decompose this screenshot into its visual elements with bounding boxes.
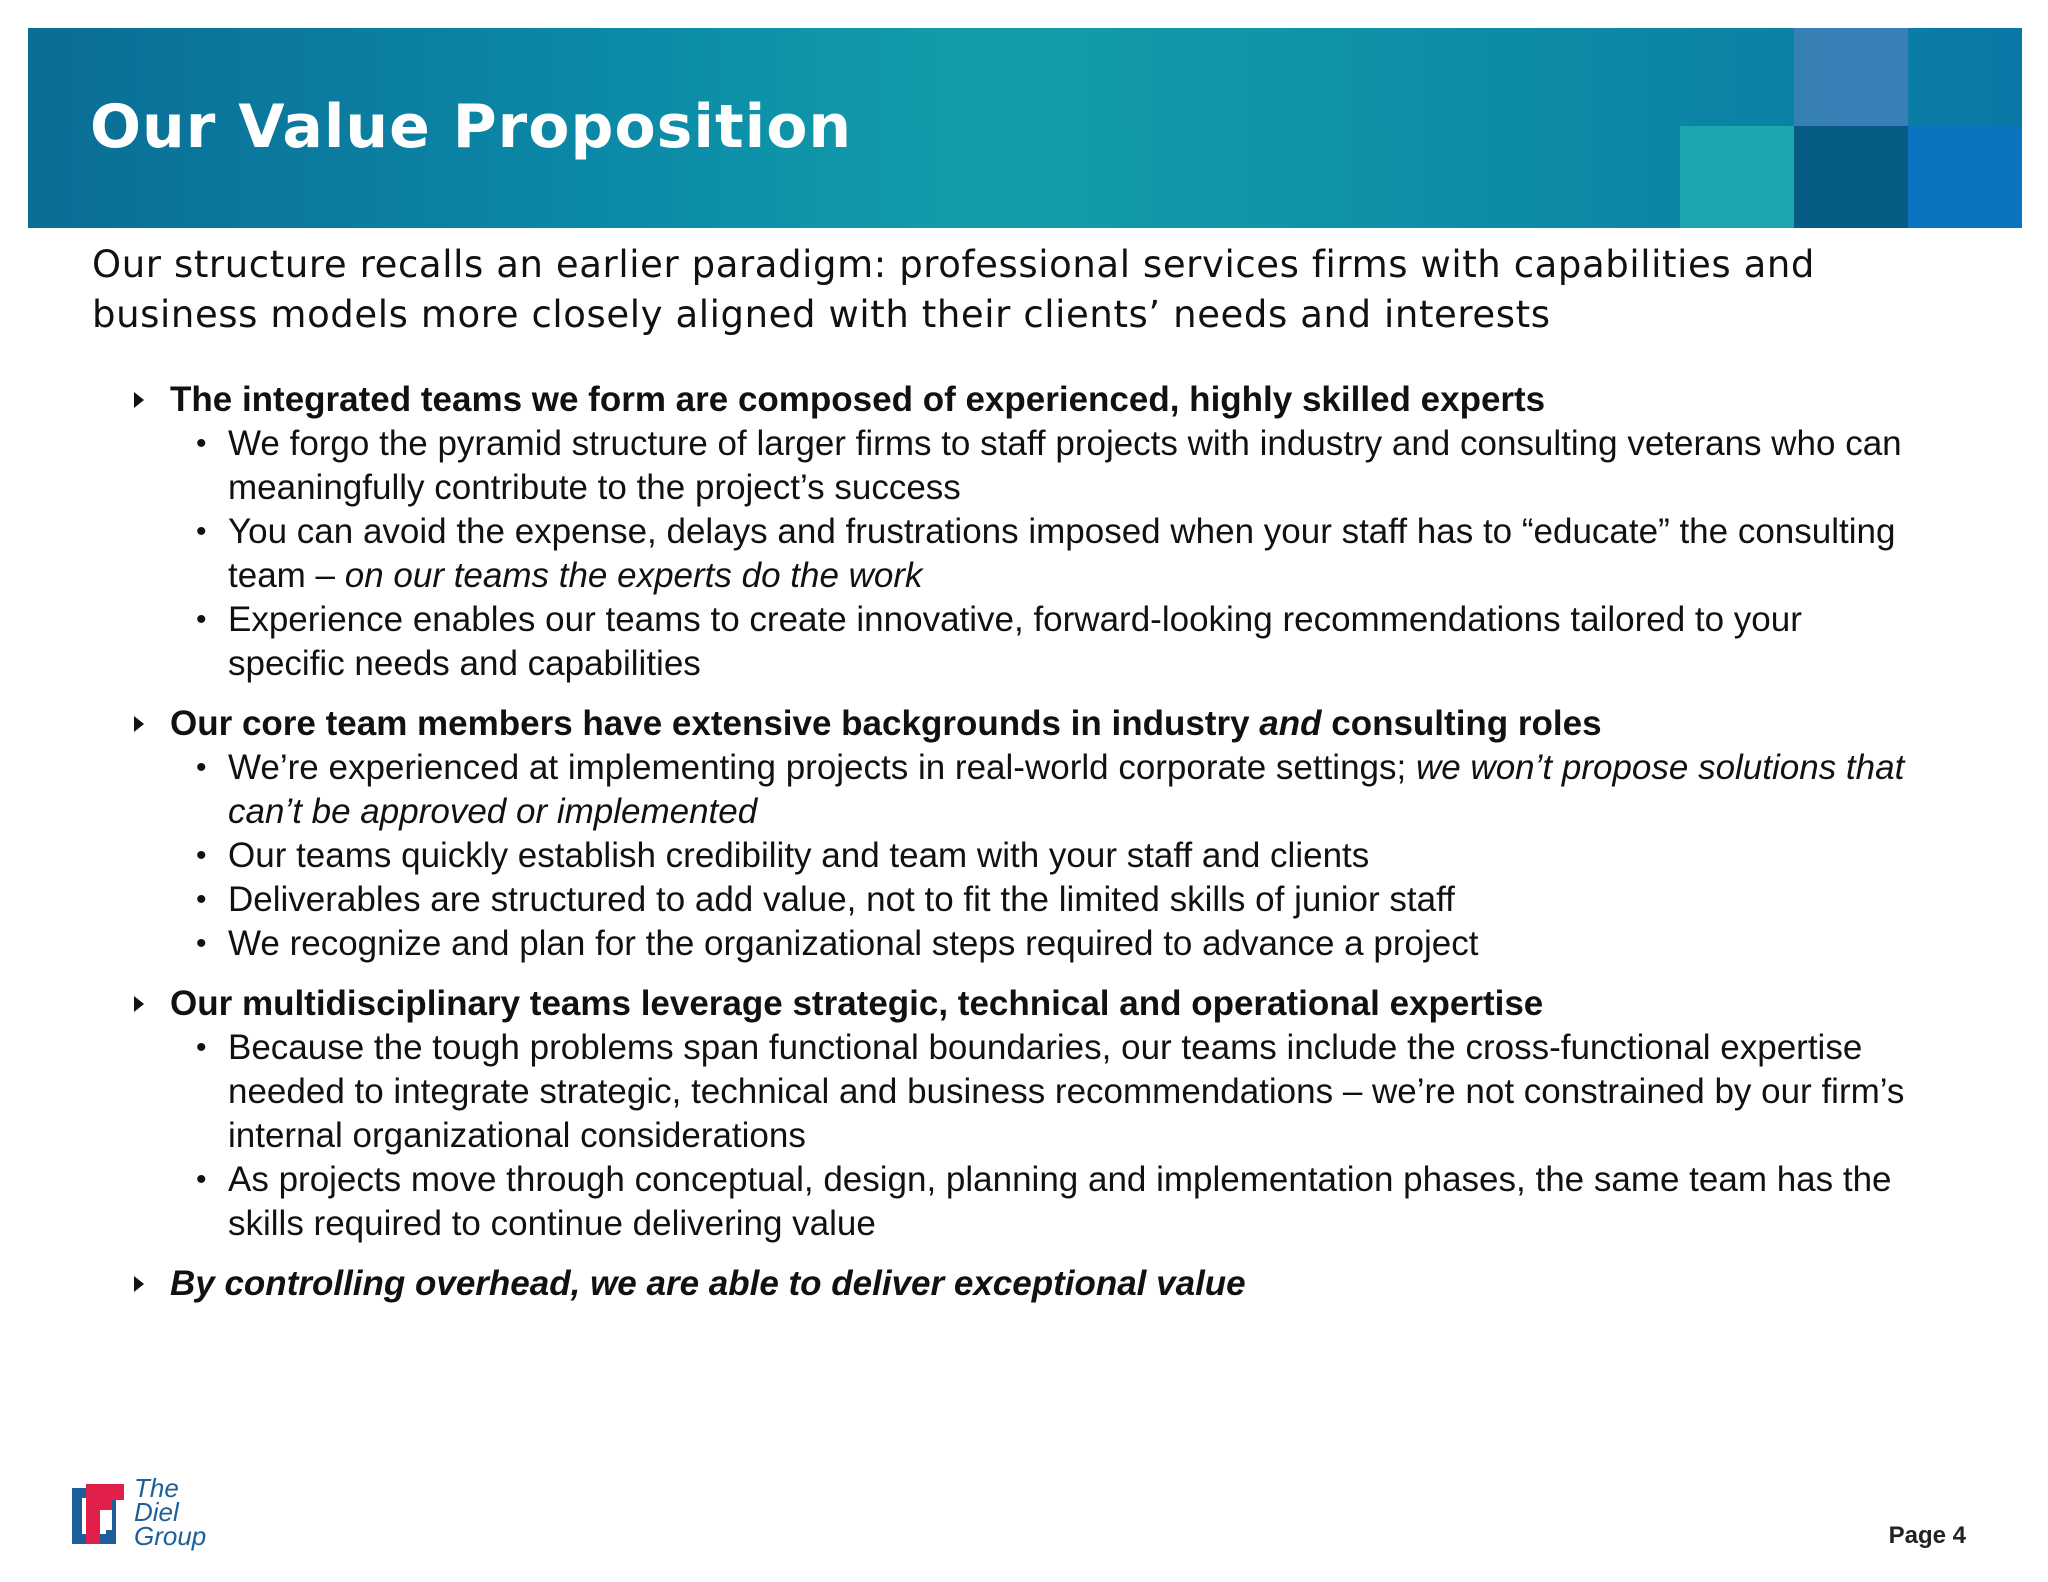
bullet-dot-icon: • — [196, 839, 207, 872]
decorative-square — [1794, 126, 1908, 228]
bullet-dot-icon: • — [196, 515, 207, 548]
section-integrated-teams — [0, 378, 2048, 686]
logo-wordmark: The Diel Group — [134, 1473, 207, 1551]
bullet-dot-icon: • — [196, 427, 207, 460]
value-list — [0, 378, 2048, 1322]
section-overhead — [0, 1262, 2048, 1306]
page-number: Page 4 — [1888, 1522, 1966, 1549]
section-heading: By controlling overhead, we are able to deliver exceptional value — [0, 1262, 2048, 1306]
bullet-dot-icon: • — [196, 603, 207, 636]
list-item: • We forgo the pyramid structure of larger firms to staff projects with industry and consulting veterans who can meaningfully contribute to the project’s success — [196, 424, 1902, 507]
list-item: • Experience enables our teams to create innovative, forward-looking recommendations tailored to your specific needs and capabilities — [196, 600, 1802, 683]
page-title: Our Value Proposition — [90, 92, 853, 162]
intro-paragraph: Our structure recalls an earlier paradigm: professional services firms with capabilities and business models more closely aligned with their clients’ needs and interests — [92, 243, 1816, 336]
bullet-dot-icon: • — [196, 1163, 207, 1196]
decorative-square — [1680, 126, 1794, 228]
list-item: • As projects move through conceptual, design, planning and implementation phases, the same team has the skills required to continue delivering value — [196, 1160, 1892, 1243]
header-banner — [28, 28, 2022, 228]
section-core-team — [0, 702, 2048, 966]
bullet-dot-icon: • — [196, 883, 207, 916]
section-multidisciplinary — [0, 982, 2048, 1246]
company-logo — [72, 1473, 232, 1556]
list-item: • We recognize and plan for the organizational steps required to advance a project — [0, 922, 1928, 966]
list-item: • We’re experienced at implementing projects in real-world corporate settings; we won’t propose solutions that can’t be approved or implemented — [196, 748, 1905, 831]
triangle-bullet-icon — [134, 1276, 144, 1292]
logo-mark-icon — [72, 1480, 132, 1548]
triangle-bullet-icon — [134, 716, 144, 732]
list-item: • Because the tough problems span functional boundaries, our teams include the cross-functional expertise needed to integrate strategic, technical and business recommendations – we’re not constrained by our firm’s internal organizational considerations — [196, 1028, 1905, 1155]
section-heading: Our multidisciplinary teams leverage strategic, technical and operational expertise — [0, 982, 2048, 1026]
triangle-bullet-icon — [134, 392, 144, 408]
list-item: • You can avoid the expense, delays and frustrations imposed when your staff has to “educate” the consulting team – on our teams the experts do the work — [196, 512, 1896, 595]
decorative-square — [1908, 126, 2022, 228]
section-heading: The integrated teams we form are composed of experienced, highly skilled experts — [0, 378, 2048, 422]
section-heading: Our core team members have extensive backgrounds in industry and consulting roles — [0, 702, 2048, 746]
bullet-dot-icon: • — [196, 1031, 207, 1064]
list-item: • Our teams quickly establish credibility and team with your staff and clients — [0, 834, 1928, 878]
triangle-bullet-icon — [134, 996, 144, 1012]
decorative-square — [1794, 28, 1908, 126]
bullet-dot-icon: • — [196, 927, 207, 960]
list-item: • Deliverables are structured to add value, not to fit the limited skills of junior staff — [0, 878, 1928, 922]
bullet-dot-icon: • — [196, 751, 207, 784]
